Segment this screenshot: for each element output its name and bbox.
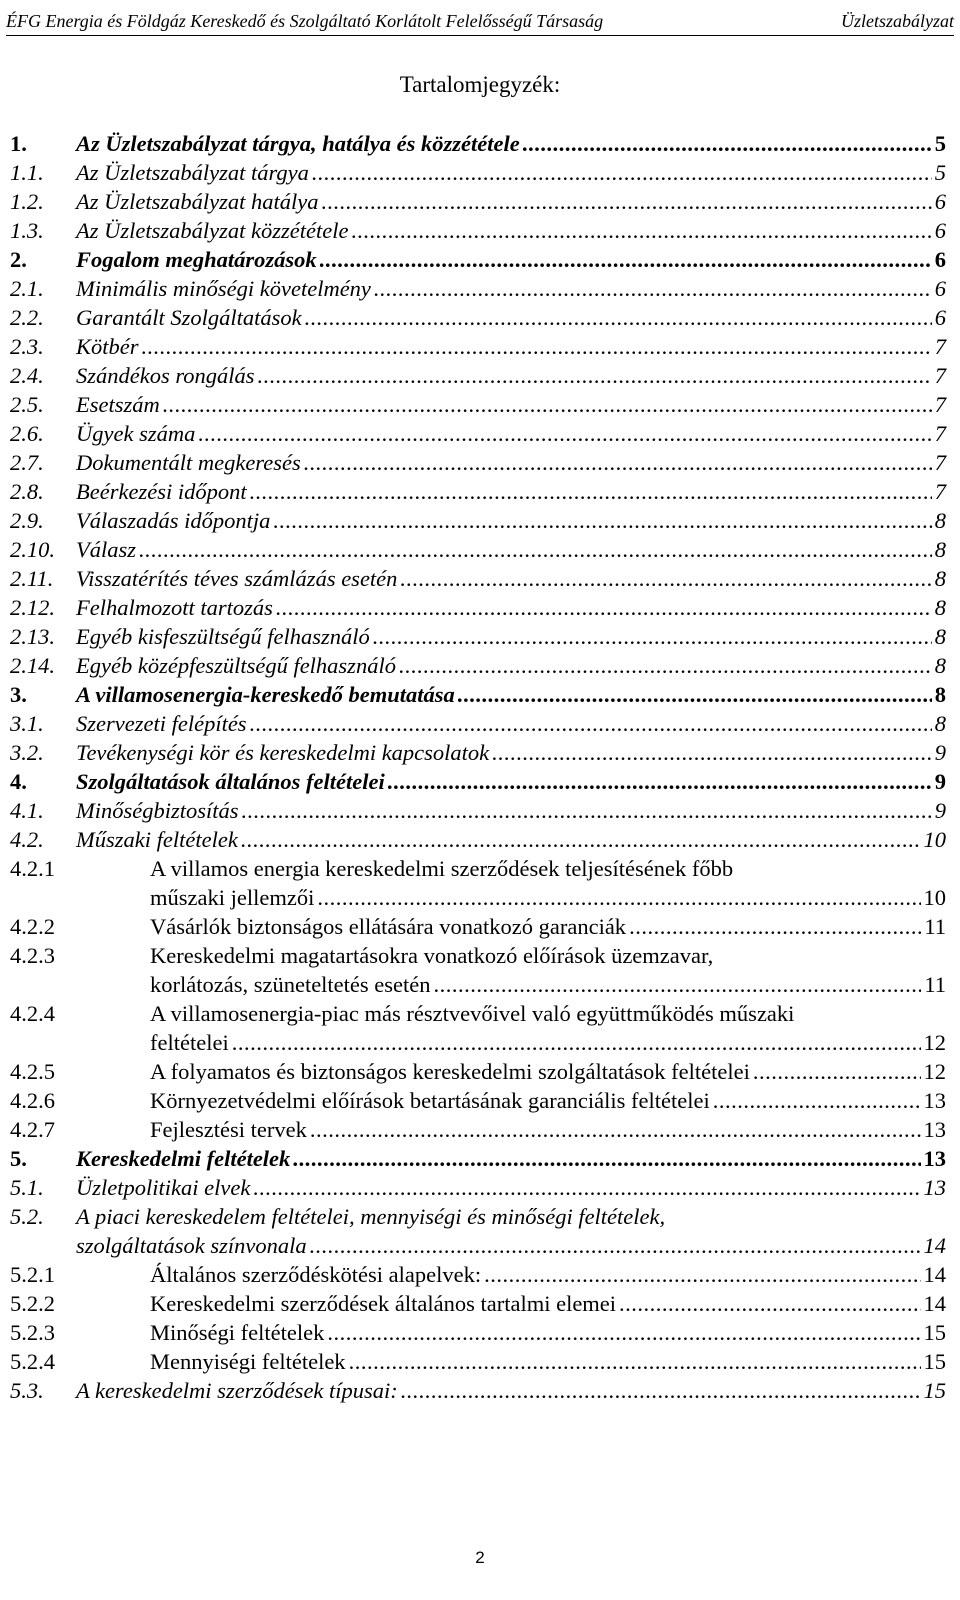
toc-entry[interactable] bbox=[10, 506, 946, 535]
toc-entry[interactable] bbox=[10, 1115, 946, 1144]
toc-entry[interactable] bbox=[10, 332, 946, 361]
toc-entry-title: Szándékos rongálás bbox=[76, 363, 255, 388]
toc-entry-page: 5 bbox=[934, 160, 946, 185]
toc-entry-page: 9 bbox=[934, 769, 946, 794]
toc-entry[interactable] bbox=[10, 303, 946, 332]
dot-leader bbox=[273, 506, 931, 535]
dot-leader bbox=[310, 1231, 921, 1260]
toc-entry[interactable] bbox=[10, 680, 946, 709]
toc-entry-title: A piaci kereskedelem feltételei, mennyiségi és minőségi feltételek, bbox=[76, 1204, 666, 1229]
dot-leader bbox=[753, 1057, 921, 1086]
toc-entry-title: Kereskedelmi szerződések általános tartalmi elemei bbox=[150, 1291, 617, 1316]
toc-entry[interactable] bbox=[10, 1376, 946, 1405]
toc-entry-page: 7 bbox=[934, 392, 946, 417]
toc-entry-number: 5.2. bbox=[10, 1204, 44, 1229]
dot-leader bbox=[400, 564, 931, 593]
toc-entry[interactable] bbox=[10, 1057, 946, 1086]
toc-entry-number: 2.7. bbox=[10, 450, 44, 475]
toc-entry-title: Minimális minőségi követelmény bbox=[76, 276, 371, 301]
toc-entry-title: Kereskedelmi feltételek bbox=[76, 1146, 291, 1171]
toc-entry[interactable] bbox=[10, 245, 946, 274]
toc-entry-page: 13 bbox=[923, 1117, 946, 1142]
toc-entry-number: 5.2.3 bbox=[10, 1320, 55, 1345]
toc-entry[interactable] bbox=[10, 1260, 946, 1289]
dot-leader bbox=[523, 129, 932, 158]
toc-entry-number: 2.14. bbox=[10, 653, 55, 678]
toc-entry-title: feltételei bbox=[150, 1030, 229, 1055]
toc-entry-page: 6 bbox=[934, 276, 946, 301]
toc-entry-page: 11 bbox=[924, 914, 946, 939]
toc-entry-number: 2.3. bbox=[10, 334, 44, 359]
dot-leader bbox=[713, 1086, 921, 1115]
toc-entry-number: 1. bbox=[10, 131, 27, 156]
toc-entry[interactable] bbox=[10, 448, 946, 477]
dot-leader bbox=[276, 593, 932, 622]
toc-entry-title: Dokumentált megkeresés bbox=[76, 450, 301, 475]
toc-entry-page: 7 bbox=[934, 421, 946, 446]
toc-entry-title: A folyamatos és biztonságos kereskedelmi szolgáltatások feltételei bbox=[150, 1059, 750, 1084]
toc-entry-page: 8 bbox=[934, 624, 946, 649]
toc-entry-number: 5.3. bbox=[10, 1378, 44, 1403]
toc-entry-page: 12 bbox=[923, 1059, 946, 1084]
dot-leader bbox=[304, 448, 932, 477]
toc-entry-title: Minőségi feltételek bbox=[150, 1320, 325, 1345]
toc-entry[interactable] bbox=[10, 1173, 946, 1202]
toc-entry-title: Esetszám bbox=[76, 392, 160, 417]
toc-entry-title: Ügyek száma bbox=[76, 421, 196, 446]
dot-leader bbox=[241, 825, 921, 854]
toc-entry-number: 4.1. bbox=[10, 798, 44, 823]
toc-entry-page: 8 bbox=[934, 595, 946, 620]
toc-entry-title: Vásárlók biztonságos ellátására vonatkozó garanciák bbox=[150, 914, 627, 939]
dot-leader bbox=[373, 622, 932, 651]
toc-entry[interactable] bbox=[10, 216, 946, 245]
toc-entry[interactable] bbox=[10, 825, 946, 854]
toc-entry-page: 11 bbox=[924, 972, 946, 997]
toc-entry-title: Szolgáltatások általános feltételei bbox=[76, 769, 385, 794]
toc-entry-number: 2.6. bbox=[10, 421, 44, 446]
dot-leader bbox=[320, 245, 932, 274]
toc-entry-page: 6 bbox=[934, 189, 946, 214]
dot-leader bbox=[349, 1347, 921, 1376]
toc-entry-number: 4.2.5 bbox=[10, 1059, 55, 1084]
toc-entry-page: 15 bbox=[923, 1320, 946, 1345]
toc-entry[interactable] bbox=[10, 274, 946, 303]
dot-leader bbox=[399, 651, 932, 680]
toc-entry-page: 7 bbox=[934, 334, 946, 359]
table-of-contents bbox=[10, 129, 946, 1405]
toc-entry[interactable] bbox=[10, 738, 946, 767]
toc-entry[interactable] bbox=[10, 709, 946, 738]
toc-entry-number: 2.4. bbox=[10, 363, 44, 388]
toc-entry-page: 14 bbox=[923, 1291, 946, 1316]
toc-entry[interactable] bbox=[10, 1318, 946, 1347]
toc-entry-title: Mennyiségi feltételek bbox=[150, 1349, 346, 1374]
toc-entry-page: 5 bbox=[934, 131, 946, 156]
toc-entry-title: szolgáltatások színvonala bbox=[76, 1233, 307, 1258]
toc-entry-page: 8 bbox=[934, 682, 946, 707]
toc-entry[interactable] bbox=[10, 1086, 946, 1115]
toc-entry[interactable] bbox=[10, 564, 946, 593]
toc-entry[interactable] bbox=[10, 158, 946, 187]
toc-entry[interactable] bbox=[10, 361, 946, 390]
toc-entry-number: 3.2. bbox=[10, 740, 44, 765]
toc-entry-title: Tevékenységi kör és kereskedelmi kapcsolatok bbox=[76, 740, 490, 765]
toc-entry-title: Válasz bbox=[76, 537, 137, 562]
dot-leader bbox=[142, 332, 932, 361]
toc-entry-number: 4.2.4 bbox=[10, 1001, 55, 1026]
toc-entry-number: 2.13. bbox=[10, 624, 55, 649]
toc-entry[interactable] bbox=[10, 1347, 946, 1376]
toc-entry-number: 2.12. bbox=[10, 595, 55, 620]
toc-entry-title: Az Üzletszabályzat tárgya, hatálya és közzététele bbox=[76, 131, 520, 156]
toc-entry-title: Üzletpolitikai elvek bbox=[76, 1175, 251, 1200]
toc-entry-number: 2.11. bbox=[10, 566, 54, 591]
toc-entry-page: 6 bbox=[934, 218, 946, 243]
toc-entry-number: 4.2.7 bbox=[10, 1117, 55, 1142]
toc-entry-number: 2.1. bbox=[10, 276, 44, 301]
toc-entry-title: Visszatérítés téves számlázás esetén bbox=[76, 566, 398, 591]
header-company: ÉFG Energia és Földgáz Kereskedő és Szolgáltató Korlátolt Felelősségű Társaság bbox=[6, 11, 604, 31]
toc-entry[interactable] bbox=[10, 796, 946, 825]
toc-entry-title: Egyéb középfeszültségű felhasználó bbox=[76, 653, 396, 678]
toc-entry-page: 12 bbox=[923, 1030, 946, 1055]
toc-entry-number: 2.5. bbox=[10, 392, 44, 417]
toc-entry-title: Felhalmozott tartozás bbox=[76, 595, 273, 620]
toc-entry-page: 6 bbox=[934, 305, 946, 330]
toc-entry[interactable] bbox=[10, 1202, 946, 1260]
dot-leader bbox=[253, 1173, 920, 1202]
dot-leader bbox=[198, 419, 931, 448]
dot-leader bbox=[629, 912, 921, 941]
dot-leader bbox=[317, 883, 920, 912]
toc-entry-number: 4.2.1 bbox=[10, 856, 55, 881]
toc-entry[interactable] bbox=[10, 651, 946, 680]
toc-entry-title: Általános szerződéskötési alapelvek: bbox=[150, 1262, 482, 1287]
dot-leader bbox=[492, 738, 932, 767]
toc-entry-number: 1.3. bbox=[10, 218, 44, 243]
running-header bbox=[6, 6, 954, 36]
toc-entry-number: 1.2. bbox=[10, 189, 44, 214]
dot-leader bbox=[458, 680, 932, 709]
toc-entry[interactable] bbox=[10, 593, 946, 622]
dot-leader bbox=[322, 187, 932, 216]
toc-entry[interactable] bbox=[10, 854, 946, 912]
page-number: 2 bbox=[475, 1548, 485, 1567]
toc-entry[interactable] bbox=[10, 187, 946, 216]
dot-leader bbox=[327, 1318, 920, 1347]
dot-leader bbox=[401, 1376, 921, 1405]
toc-entry[interactable] bbox=[10, 419, 946, 448]
toc-entry-page: 10 bbox=[923, 827, 946, 852]
toc-entry-page: 13 bbox=[923, 1088, 946, 1113]
toc-entry-number: 1.1. bbox=[10, 160, 44, 185]
dot-leader bbox=[374, 274, 932, 303]
toc-entry-title: Beérkezési időpont bbox=[76, 479, 247, 504]
dot-leader bbox=[139, 535, 932, 564]
toc-entry-page: 8 bbox=[934, 537, 946, 562]
toc-entry-number: 3.1. bbox=[10, 711, 44, 736]
toc-entry-title: Az Üzletszabályzat tárgya bbox=[76, 160, 309, 185]
toc-entry-number: 4.2.3 bbox=[10, 943, 55, 968]
dot-leader bbox=[250, 477, 932, 506]
toc-entry[interactable] bbox=[10, 999, 946, 1057]
toc-entry-page: 8 bbox=[934, 566, 946, 591]
toc-entry-page: 6 bbox=[934, 247, 946, 272]
toc-entry-page: 15 bbox=[923, 1378, 946, 1403]
toc-entry-number: 2.10. bbox=[10, 537, 55, 562]
toc-entry-title: A kereskedelmi szerződések típusai: bbox=[76, 1378, 398, 1403]
dot-leader bbox=[484, 1260, 920, 1289]
dot-leader bbox=[232, 1028, 921, 1057]
toc-entry[interactable] bbox=[10, 477, 946, 506]
toc-entry-number: 2.2. bbox=[10, 305, 44, 330]
toc-entry-title: A villamosenergia-piac más résztvevőivel való együttműködés műszaki bbox=[150, 1001, 795, 1026]
toc-entry-title: Az Üzletszabályzat hatálya bbox=[76, 189, 319, 214]
toc-entry[interactable] bbox=[10, 767, 946, 796]
dot-leader bbox=[163, 390, 932, 419]
toc-entry-page: 9 bbox=[934, 798, 946, 823]
toc-entry-title: Garantált Szolgáltatások bbox=[76, 305, 302, 330]
dot-leader bbox=[351, 216, 931, 245]
toc-entry-page: 8 bbox=[934, 711, 946, 736]
toc-entry-page: 7 bbox=[934, 479, 946, 504]
toc-entry-number: 4.2.2 bbox=[10, 914, 55, 939]
toc-entry-title: Az Üzletszabályzat közzététele bbox=[76, 218, 349, 243]
toc-entry-number: 2. bbox=[10, 247, 27, 272]
toc-entry[interactable] bbox=[10, 622, 946, 651]
toc-entry-page: 13 bbox=[923, 1146, 946, 1171]
toc-entry-number: 3. bbox=[10, 682, 27, 707]
toc-entry-number: 5.2.4 bbox=[10, 1349, 55, 1374]
dot-leader bbox=[619, 1289, 920, 1318]
toc-entry-title: Szervezeti felépítés bbox=[76, 711, 247, 736]
toc-entry[interactable] bbox=[10, 1289, 946, 1318]
toc-entry[interactable] bbox=[10, 129, 946, 158]
dot-leader bbox=[293, 1144, 920, 1173]
toc-entry-page: 7 bbox=[934, 450, 946, 475]
toc-entry-title: Műszaki feltételek bbox=[76, 827, 238, 852]
toc-entry-number: 5.2.2 bbox=[10, 1291, 55, 1316]
toc-entry-page: 13 bbox=[923, 1175, 946, 1200]
toc-entry-number: 2.8. bbox=[10, 479, 44, 504]
toc-entry-number: 4.2. bbox=[10, 827, 44, 852]
toc-entry[interactable] bbox=[10, 941, 946, 999]
toc-entry-title: Kereskedelmi magatartásokra vonatkozó előírások üzemzavar, bbox=[150, 943, 714, 968]
dot-leader bbox=[434, 970, 922, 999]
dot-leader bbox=[310, 1115, 921, 1144]
header-document-name: Üzletszabályzat bbox=[840, 11, 954, 31]
toc-entry-title: A villamos energia kereskedelmi szerződések teljesítésének főbb bbox=[150, 856, 734, 881]
toc-entry[interactable] bbox=[10, 912, 946, 941]
toc-entry[interactable] bbox=[10, 535, 946, 564]
toc-entry-title: Fejlesztési tervek bbox=[150, 1117, 307, 1142]
toc-entry-number: 2.9. bbox=[10, 508, 44, 533]
toc-entry-number: 4.2.6 bbox=[10, 1088, 55, 1113]
toc-entry-title: Kötbér bbox=[76, 334, 139, 359]
toc-entry-title: Környezetvédelmi előírások betartásának garanciális feltételei bbox=[150, 1088, 710, 1113]
toc-entry-title: Fogalom meghatározások bbox=[76, 247, 317, 272]
toc-entry-title: Válaszadás időpontja bbox=[76, 508, 271, 533]
toc-entry-page: 15 bbox=[923, 1349, 946, 1374]
toc-entry-title: Egyéb kisfeszültségű felhasználó bbox=[76, 624, 370, 649]
toc-title: Tartalomjegyzék: bbox=[399, 72, 561, 97]
toc-entry-title: A villamosenergia-kereskedő bemutatása bbox=[76, 682, 455, 707]
toc-entry[interactable] bbox=[10, 1144, 946, 1173]
toc-entry-page: 9 bbox=[934, 740, 946, 765]
toc-entry-page: 8 bbox=[934, 653, 946, 678]
toc-entry-title: Minőségbiztosítás bbox=[76, 798, 239, 823]
toc-entry-page: 14 bbox=[923, 1262, 946, 1287]
dot-leader bbox=[305, 303, 932, 332]
toc-entry-page: 10 bbox=[923, 885, 946, 910]
dot-leader bbox=[312, 158, 932, 187]
dot-leader bbox=[258, 361, 932, 390]
dot-leader bbox=[388, 767, 932, 796]
toc-entry-page: 8 bbox=[934, 508, 946, 533]
dot-leader bbox=[250, 709, 932, 738]
toc-entry-number: 5. bbox=[10, 1146, 27, 1171]
dot-leader bbox=[242, 796, 932, 825]
toc-entry-number: 5.1. bbox=[10, 1175, 44, 1200]
toc-entry[interactable] bbox=[10, 390, 946, 419]
toc-entry-title: korlátozás, szüneteltetés esetén bbox=[150, 972, 431, 997]
toc-entry-page: 7 bbox=[934, 363, 946, 388]
toc-entry-number: 4. bbox=[10, 769, 27, 794]
toc-entry-page: 14 bbox=[923, 1233, 946, 1258]
toc-entry-number: 5.2.1 bbox=[10, 1262, 55, 1287]
toc-entry-title: műszaki jellemzői bbox=[150, 885, 315, 910]
